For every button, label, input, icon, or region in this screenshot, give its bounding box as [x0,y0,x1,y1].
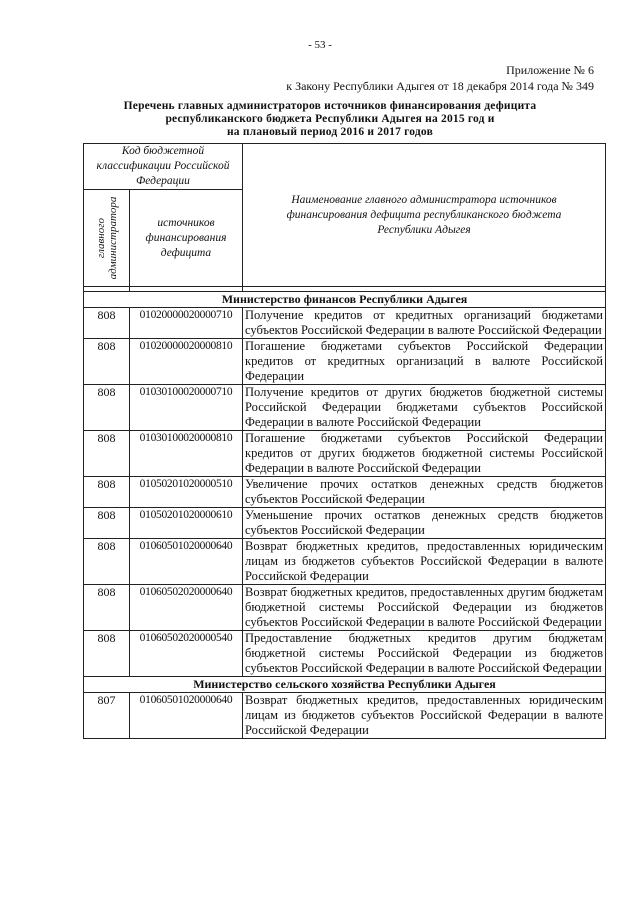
administrator-name-cell: Погашение бюджетами субъектов Российской Федерации кредитов от других бюджетов бюджетной системы Российской Федерации в валюте Российской Федерации [243,431,606,477]
title-line-3: на плановый период 2016 и 2017 годов [226,126,434,138]
administrator-name-cell: Возврат бюджетных кредитов, предоставленных другим бюджетам бюджетной системы Российской Федерации из бюджетов субъектов Российской Федерации в валюте Российской Федерации [243,585,606,631]
source-code-cell: 01060502020000540 [130,631,243,677]
source-code-cell: 01020000020000810 [130,339,243,385]
appendix-header [286,62,594,94]
source-code-cell: 01060501020000640 [130,539,243,585]
table-row [84,508,606,539]
administrator-name-cell: Получение кредитов от других бюджетов бюджетной системы Российской Федерации бюджетами субъектов Российской Федерации в валюте Российской Федерации [243,385,606,431]
administrator-name-cell: Возврат бюджетных кредитов, предоставленных юридическим лицам из бюджетов субъектов Российской Федерации в валюте Российской Федерации [243,539,606,585]
administrators-table [83,143,606,739]
table-body [84,292,606,739]
table-row [84,693,606,739]
admin-code-cell: 808 [84,585,130,631]
table-row [84,308,606,339]
source-code-cell: 01020000020000710 [130,308,243,339]
administrator-name-cell: Увеличение прочих остатков денежных средств бюджетов субъектов Российской Федерации [243,477,606,508]
source-code-cell: 01060501020000640 [130,693,243,739]
admin-code-cell: 808 [84,631,130,677]
table-row [84,585,606,631]
administrator-name-cell: Получение кредитов от кредитных организаций бюджетами субъектов Российской Федерации в валюте Российской Федерации [243,308,606,339]
table-row [84,339,606,385]
administrator-name-cell: Возврат бюджетных кредитов, предоставленных юридическим лицам из бюджетов субъектов Российской Федерации в валюте Российской Федерации [243,693,606,739]
header-admin-code: главного администратора [94,196,119,280]
table-row [84,431,606,477]
admin-code-cell: 808 [84,431,130,477]
header-row-group [84,144,606,190]
title-line-1: Перечень главных администраторов источников финансирования дефицита [123,100,537,112]
header-admin-code-cell [84,190,130,287]
header-source-code: источников финансирования дефицита [130,190,243,287]
table-row [84,477,606,508]
section-title: Министерство сельского хозяйства Республики Адыгея [84,677,606,693]
section-row [84,677,606,693]
source-code-cell: 01050201020000510 [130,477,243,508]
header-code-group: Код бюджетной классификации Российской Федерации [84,144,243,190]
source-code-cell: 01030100020000810 [130,431,243,477]
table-row [84,539,606,585]
admin-code-cell: 808 [84,508,130,539]
source-code-cell: 01060502020000640 [130,585,243,631]
administrator-name-cell: Погашение бюджетами субъектов Российской Федерации кредитов от кредитных организаций в валюте Российской Федерации [243,339,606,385]
appendix-law-reference: к Закону Республики Адыгея от 18 декабря 2014 года № 349 [286,79,594,93]
source-code-cell: 01050201020000610 [130,508,243,539]
admin-code-cell: 808 [84,339,130,385]
source-code-cell: 01030100020000710 [130,385,243,431]
admin-code-cell: 808 [84,477,130,508]
header-administrator-name: Наименование главного администратора источников финансирования дефицита республиканского бюджета Республики Адыгея [243,144,606,287]
admin-code-cell: 808 [84,539,130,585]
table-row [84,385,606,431]
document-title [60,100,600,139]
appendix-title: Приложение № 6 [506,63,594,77]
section-title: Министерство финансов Республики Адыгея [84,292,606,308]
page-number: - 53 - [308,39,332,51]
table-row [84,631,606,677]
section-row [84,292,606,308]
admin-code-cell: 807 [84,693,130,739]
admin-code-cell: 808 [84,385,130,431]
administrator-name-cell: Предоставление бюджетных кредитов другим бюджетам бюджетной системы Российской Федерации из бюджетов субъектов Российской Федерации в валюте Российской Федерации [243,631,606,677]
administrator-name-cell: Уменьшение прочих остатков денежных средств бюджетов субъектов Российской Федерации [243,508,606,539]
title-line-2: республиканского бюджета Республики Адыгея на 2015 год и [165,113,495,125]
admin-code-cell: 808 [84,308,130,339]
